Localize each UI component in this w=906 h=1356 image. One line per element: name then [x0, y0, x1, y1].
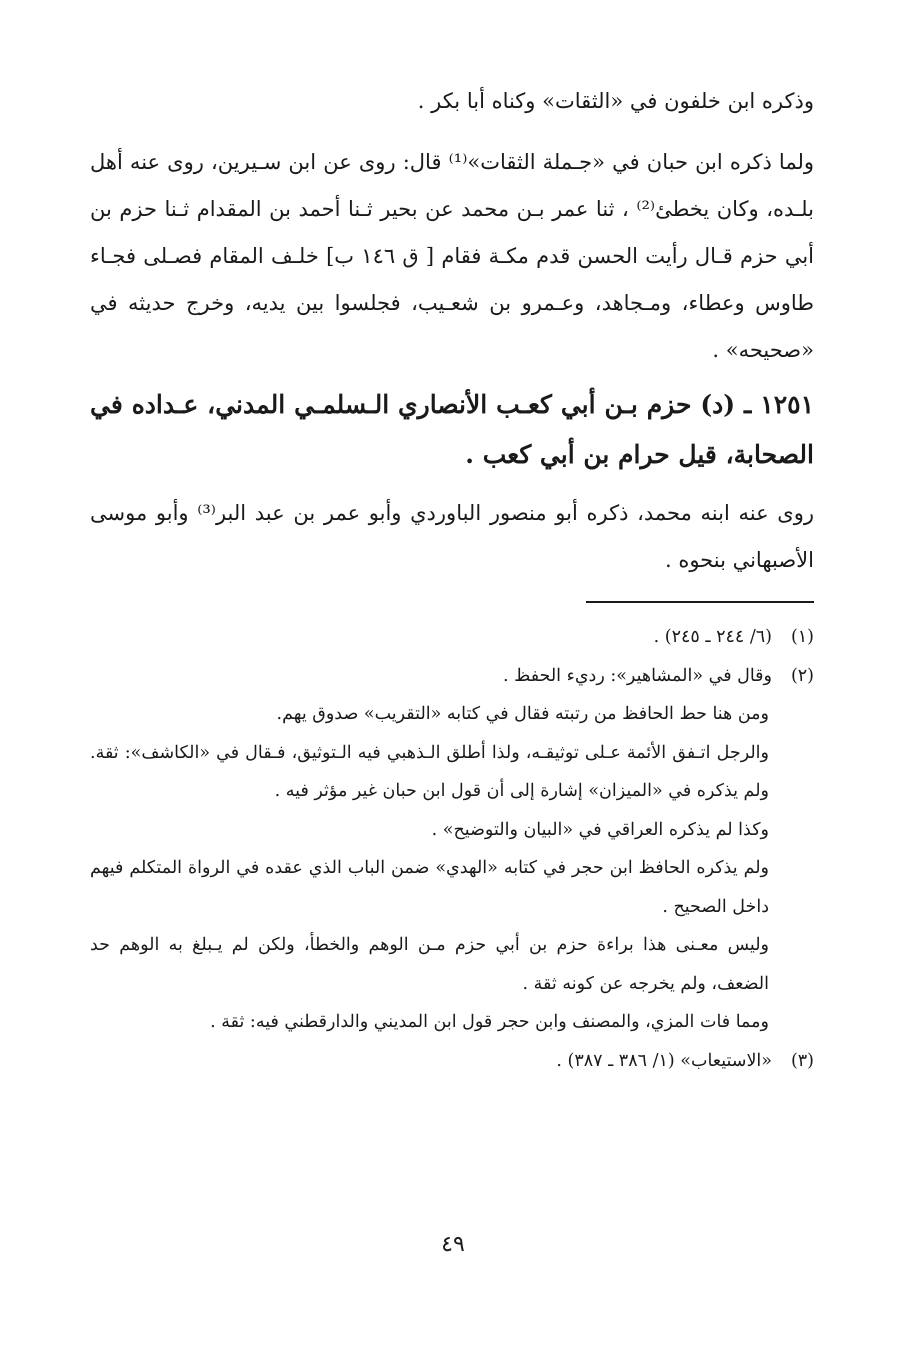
footnote-number: (٣) — [790, 1050, 814, 1071]
footnote-2-continuation: وليس معـنى هذا براءة حزم بن أبي حزم مـن الوهم والخطأ، ولكن لم يـبلغ به الوهم حد الضعف، ولم يخرجه عن كونه ثقة . — [90, 935, 769, 994]
footnote-2 — [90, 657, 814, 696]
footnote-2-continuation: ومما فات المزي، والمصنف وابن حجر قول ابن المديني والدارقطني فيه: ثقة . — [210, 1012, 769, 1032]
footnote-text: وقال في «المشاهير»: رديء الحفظ . — [502, 665, 772, 686]
paragraph-ibn-hibban: ولما ذكره ابن حبان في «جـملة الثقات»⁽¹⁾ قال: روى عن ابن سـيرين، روى عنه أهل بلـده، وكان يخطئ⁽²⁾ ، ثنا عمر بـن محمد عن بحير ثـنا أحمد بن المقدام ثـنا حزم بن أبي حزم قـال رأيت الحسن قدم مكـة فقام [ ق ١٤٦ ب] خلـف المقام فصـلى فجـاء طاوس وعطاء، ومـجاهد، وعـمرو بن شعـيب، فجلسوا بين يديه، وخرج حديثه في «صحيحه» . — [90, 150, 815, 362]
footnotes — [90, 618, 814, 1080]
footnote-text: «الاستيعاب» (١/ ٣٨٦ ـ ٣٨٧) . — [556, 1050, 772, 1071]
footnote-number: (٢) — [790, 665, 814, 686]
main-text — [90, 78, 814, 584]
footnote-2-continuation: وكذا لم يذكره العراقي في «البيان والتوضيح» . — [431, 819, 769, 840]
footnote-2-continuation: ومن هنا حط الحافظ من رتبته فقال في كتابه «التقريب» صدوق يهم. — [276, 704, 769, 724]
paragraph-narrators: روى عنه ابنه محمد، ذكره أبو منصور الباوردي وأبو عمر بن عبد البر⁽³⁾ وأبو موسى الأصبهاني بنحوه . — [90, 501, 814, 572]
footnote-separator — [586, 601, 814, 603]
footnote-2-continuation: والرجل اتـفق الأئمة عـلى توثيقـه، ولذا أطلق الـذهبي فيه الـتوثيق، فـقال في «الكاشف»: ثقة. ولم يذكره في «الميزان» إشارة إلى أن قول ابن حبان غير مؤثر فيه . — [90, 742, 769, 801]
paragraph-ibn-khalfun: وذكره ابن خلفون في «الثقات» وكناه أبا بكر . — [417, 89, 814, 113]
entry-heading-1251: ١٢٥١ ـ (د) حزم بـن أبي كعـب الأنصاري الـسلمـي المدني، عـداده في الصحابة، قيل حرام بن أبي كعب . — [90, 390, 814, 469]
footnote-text: (٦/ ٢٤٤ ـ ٢٤٥) . — [653, 627, 772, 647]
footnote-1 — [90, 618, 814, 657]
footnote-number: (١) — [790, 627, 814, 647]
footnote-3 — [90, 1042, 814, 1081]
page-number: ٤٩ — [441, 1232, 465, 1257]
footnote-2-continuation: ولم يذكره الحافظ ابن حجر في كتابه «الهدي» ضمن الباب الذي عقده في الرواة المتكلم فيهم داخل الصحيح . — [90, 858, 769, 917]
